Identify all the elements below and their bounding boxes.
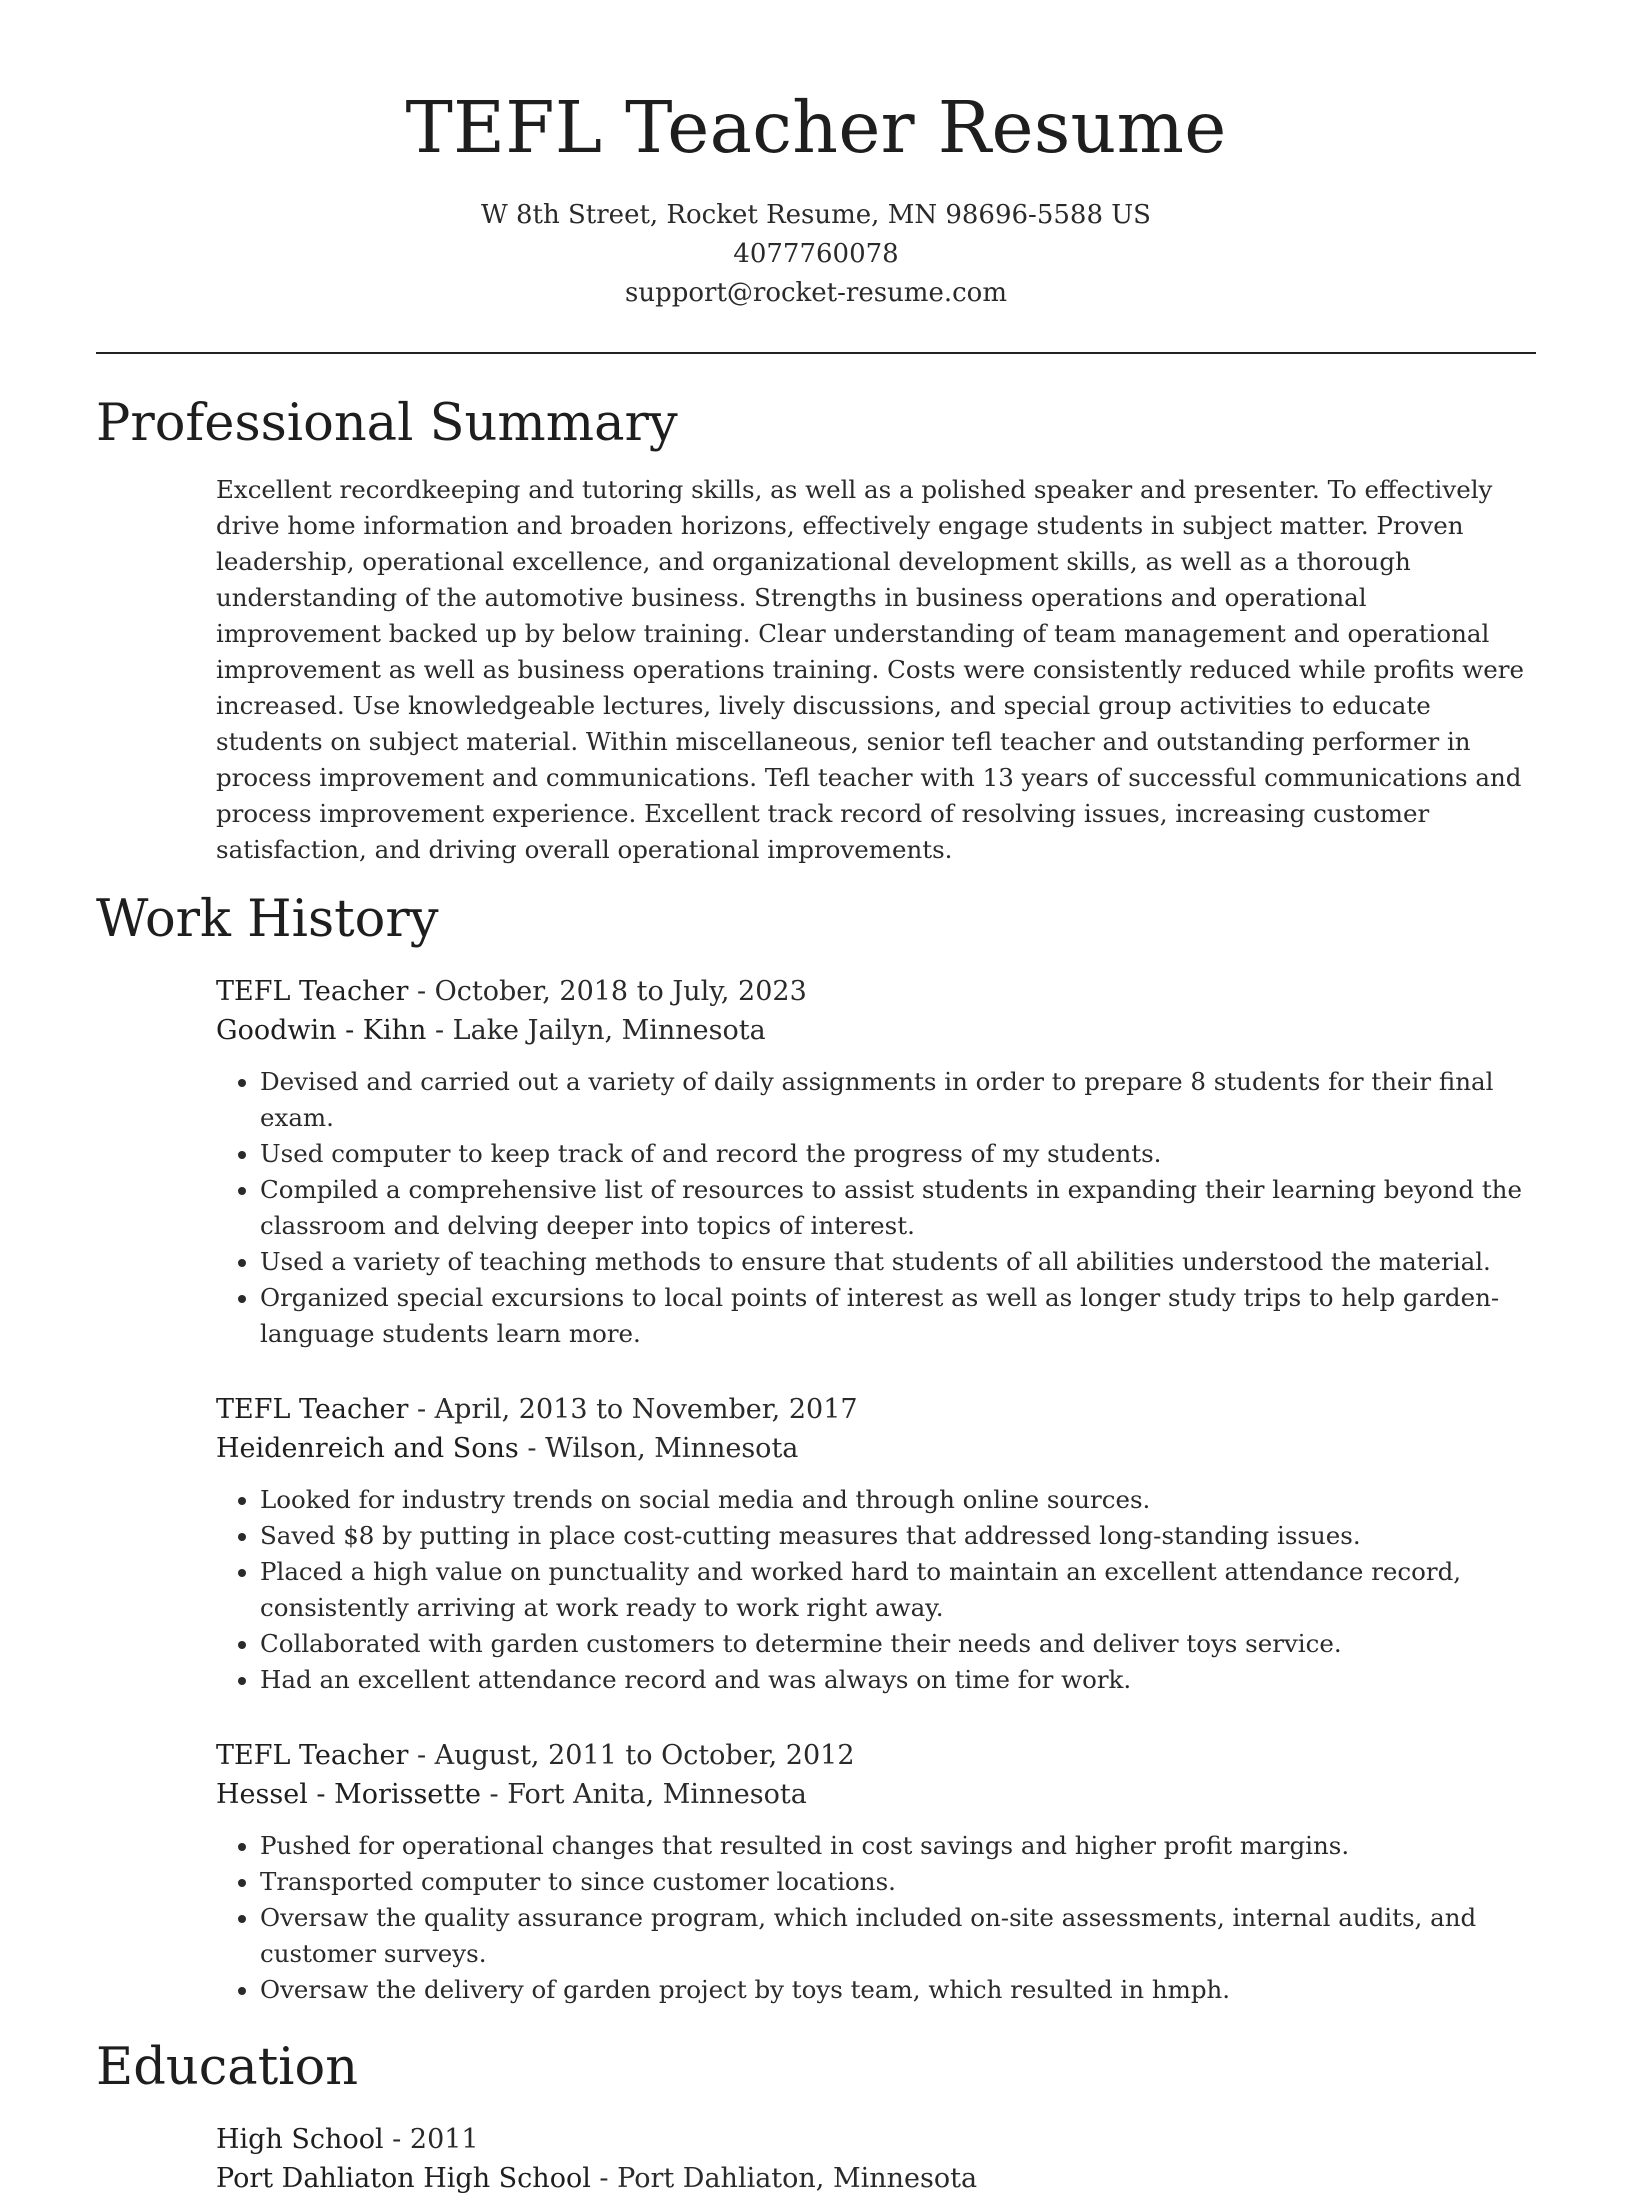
job-dates: April, 2013 to November, 2017 (434, 1394, 858, 1425)
job-title-line: TEFL Teacher - October, 2018 to July, 2023 (216, 976, 807, 1007)
job-bullet: • Had an excellent attendance record and was always on time for work. (260, 1662, 1536, 1698)
job-role: TEFL Teacher (216, 1740, 409, 1771)
job-bullet: • Oversaw the quality assurance program, which included on-site assessments, internal audits, and customer surveys. (260, 1900, 1536, 1972)
education-degree: High School (216, 2124, 384, 2155)
education-degree-line: High School - 2011 (216, 2124, 479, 2155)
email: support@rocket-resume.com (624, 278, 1007, 308)
job-location: Fort Anita, Minnesota (507, 1779, 807, 1810)
job-company-line: Hessel - Morissette - Fort Anita, Minnesota (216, 1779, 807, 1810)
work-history-section (0, 890, 1632, 2008)
resume-header (0, 0, 1632, 313)
job-bullet: • Collaborated with garden customers to determine their needs and deliver toys service. (260, 1626, 1536, 1662)
job-company-line: Heidenreich and Sons - Wilson, Minnesota (216, 1433, 799, 1464)
job-dates: October, 2018 to July, 2023 (434, 976, 807, 1007)
job-bullet: • Transported computer to since customer locations. (260, 1864, 1536, 1900)
job-location: Lake Jailyn, Minnesota (452, 1015, 766, 1046)
section-title-summary: Professional Summary (96, 394, 678, 453)
education-school: Port Dahliaton High School (216, 2163, 591, 2194)
header-divider (96, 352, 1536, 354)
job-bullet: • Oversaw the delivery of garden project by toys team, which resulted in hmph. (260, 1972, 1536, 2008)
address: W 8th Street, Rocket Resume, MN 98696-5588 US (481, 200, 1151, 230)
job-role: TEFL Teacher (216, 1394, 409, 1425)
job-bullet: • Used a variety of teaching methods to ensure that students of all abilities understood the material. (260, 1244, 1536, 1280)
job-role: TEFL Teacher (216, 976, 409, 1007)
education-entry (0, 2120, 1632, 2198)
job-company-line: Goodwin - Kihn - Lake Jailyn, Minnesota (216, 1015, 766, 1046)
job-bullet: • Looked for industry trends on social media and through online sources. (260, 1482, 1536, 1518)
job-location: Wilson, Minnesota (545, 1433, 799, 1464)
job-title-line: TEFL Teacher - April, 2013 to November, 2017 (216, 1394, 858, 1425)
job-bullet: • Pushed for operational changes that resulted in cost savings and higher profit margins. (260, 1828, 1536, 1864)
job-entry (0, 972, 1632, 1352)
job-bullet: • Organized special excursions to local points of interest as well as longer study trips to help garden-language students learn more. (260, 1280, 1536, 1352)
phone: 4077760078 (733, 239, 899, 269)
job-bullets (216, 1828, 1536, 2008)
job-bullet: • Placed a high value on punctuality and worked hard to maintain an excellent attendance record, consistently arriving at work ready to work right away. (260, 1554, 1536, 1626)
education-section (0, 2038, 1632, 2198)
job-entry (0, 1390, 1632, 1698)
job-bullets (216, 1064, 1536, 1352)
job-bullet: • Devised and carried out a variety of daily assignments in order to prepare 8 students for their final exam. (260, 1064, 1536, 1136)
resume-title: TEFL Teacher Resume (405, 86, 1227, 169)
job-bullet: • Saved $8 by putting in place cost-cutting measures that addressed long-standing issues. (260, 1518, 1536, 1554)
job-dates: August, 2011 to October, 2012 (434, 1740, 855, 1771)
job-bullets (216, 1482, 1536, 1698)
education-year: 2011 (409, 2124, 479, 2155)
job-company: Heidenreich and Sons (216, 1433, 519, 1464)
section-title-education: Education (96, 2038, 359, 2097)
job-company: Hessel - Morissette (216, 1779, 481, 1810)
job-bullet: • Used computer to keep track of and record the progress of my students. (260, 1136, 1536, 1172)
job-company: Goodwin - Kihn (216, 1015, 427, 1046)
job-bullet: • Compiled a comprehensive list of resources to assist students in expanding their learning beyond the classroom and delving deeper into topics of interest. (260, 1172, 1536, 1244)
contact-block (0, 196, 1632, 313)
job-entry (0, 1736, 1632, 2008)
job-title-line: TEFL Teacher - August, 2011 to October, 2012 (216, 1740, 855, 1771)
summary-text: Excellent recordkeeping and tutoring skills, as well as a polished speaker and presenter. To effectively drive home information and broaden horizons, effectively engage students in subject matter. Proven leadership, operational excellence, and organizational development skills, as well as a thorough understanding of the automotive business. Strengths in business operations and operational improvement backed up by below training. Clear understanding of team management and operational improvement as well as business operations training. Costs were consistently reduced while profits were increased. Use knowledgeable lectures, lively discussions, and special group activities to educate students on subject material. Within miscellaneous, senior tefl teacher and outstanding performer in process improvement and communications. Tefl teacher with 13 years of successful communications and process improvement experience. Excellent track record of resolving issues, increasing customer satisfaction, and driving overall operational improvements. (216, 475, 1524, 864)
section-title-work-history: Work History (96, 890, 439, 949)
education-school-line: Port Dahliaton High School - Port Dahliaton, Minnesota (216, 2163, 978, 2194)
professional-summary-section (0, 394, 1632, 868)
education-location: Port Dahliaton, Minnesota (617, 2163, 978, 2194)
